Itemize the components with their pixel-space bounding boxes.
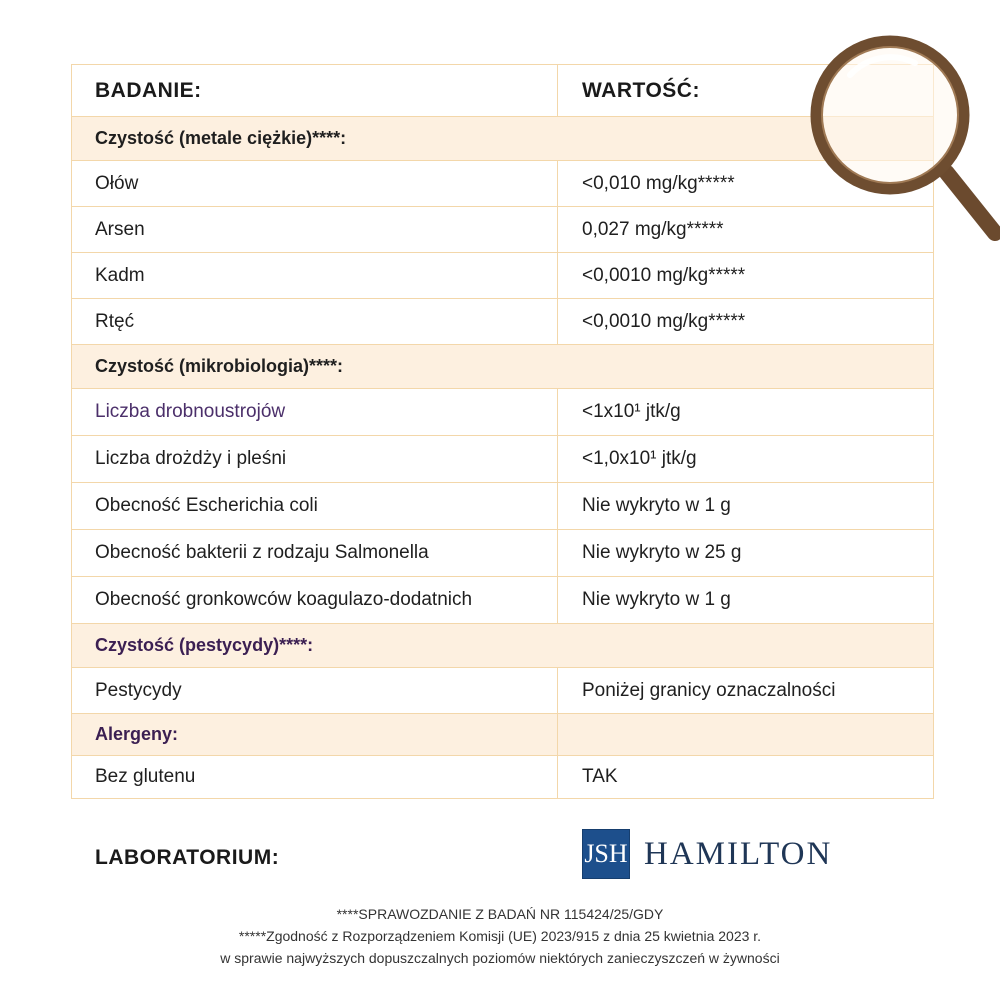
table-row: [72, 160, 933, 206]
footnote-regulation-cont: w sprawie najwyższych dopuszczalnych poziomów niektórych zanieczyszczeń w żywności: [220, 950, 780, 966]
test-value: <0,010 mg/kg*****: [582, 172, 735, 194]
table-row: [72, 529, 933, 576]
test-name: Liczba drożdży i pleśni: [72, 436, 558, 482]
test-value: Poniżej granicy oznaczalności: [582, 679, 836, 701]
test-name: Arsen: [72, 207, 558, 252]
test-value: <0,0010 mg/kg*****: [582, 310, 746, 332]
logo-mark: JSH: [582, 829, 630, 879]
test-value: 0,027 mg/kg*****: [582, 218, 724, 240]
test-value: TAK: [582, 766, 618, 787]
test-name-link[interactable]: Liczba drobnoustrojów: [72, 389, 558, 435]
table-row: [72, 298, 933, 344]
test-name: Bez glutenu: [72, 756, 558, 798]
results-table: [71, 64, 934, 799]
test-name: Obecność Escherichia coli: [72, 483, 558, 529]
test-value: Nie wykryto w 25 g: [582, 542, 742, 563]
test-value: <1,0x10¹ jtk/g: [582, 448, 697, 469]
test-name: Kadm: [72, 253, 558, 298]
table-row: [72, 252, 933, 298]
footnotes: [0, 904, 1000, 970]
table-row: [72, 755, 933, 798]
test-value: Nie wykryto w 1 g: [582, 589, 731, 610]
table-row: [72, 435, 933, 482]
test-value: <1x10¹ jtk/g: [582, 401, 681, 422]
section-title-pesticides: Czystość (pestycydy)****:: [95, 635, 314, 655]
header-value: WARTOŚĆ:: [582, 78, 700, 102]
table-row: [72, 206, 933, 252]
footnote-report: ****SPRAWOZDANIE Z BADAŃ NR 115424/25/GDY: [336, 906, 664, 922]
test-value: <0,0010 mg/kg*****: [582, 264, 746, 286]
footnote-regulation: *****Zgodność z Rozporządzeniem Komisji (UE) 2023/915 z dnia 25 kwietnia 2023 r.: [238, 928, 762, 944]
section-empty-cell: [558, 714, 933, 755]
table-row: [72, 388, 933, 435]
section-row-micro: [72, 344, 933, 388]
section-title-micro: Czystość (mikrobiologia)****:: [95, 356, 344, 376]
section-row-allergens: [72, 713, 933, 755]
section-title-allergens: Alergeny:: [72, 714, 558, 755]
test-name: Rtęć: [72, 299, 558, 344]
test-value: Nie wykryto w 1 g: [582, 495, 731, 516]
section-row-pesticides: [72, 623, 933, 667]
table-row: [72, 667, 933, 713]
table-header-row: [72, 65, 933, 116]
table-row: [72, 482, 933, 529]
test-name: Ołów: [72, 161, 558, 206]
test-name: Pestycydy: [72, 668, 558, 713]
test-name: Obecność bakterii z rodzaju Salmonella: [72, 530, 558, 576]
section-row-metals: [72, 116, 933, 160]
hamilton-logo: [582, 828, 832, 880]
test-name: Obecność gronkowców koagulazo-dodatnich: [72, 577, 558, 623]
logo-text: HAMILTON: [644, 835, 833, 872]
section-title-metals: Czystość (metale ciężkie)****:: [95, 128, 347, 148]
table-row: [72, 576, 933, 623]
header-test: BADANIE:: [72, 65, 558, 116]
laboratory-label: LABORATORIUM:: [95, 846, 280, 869]
